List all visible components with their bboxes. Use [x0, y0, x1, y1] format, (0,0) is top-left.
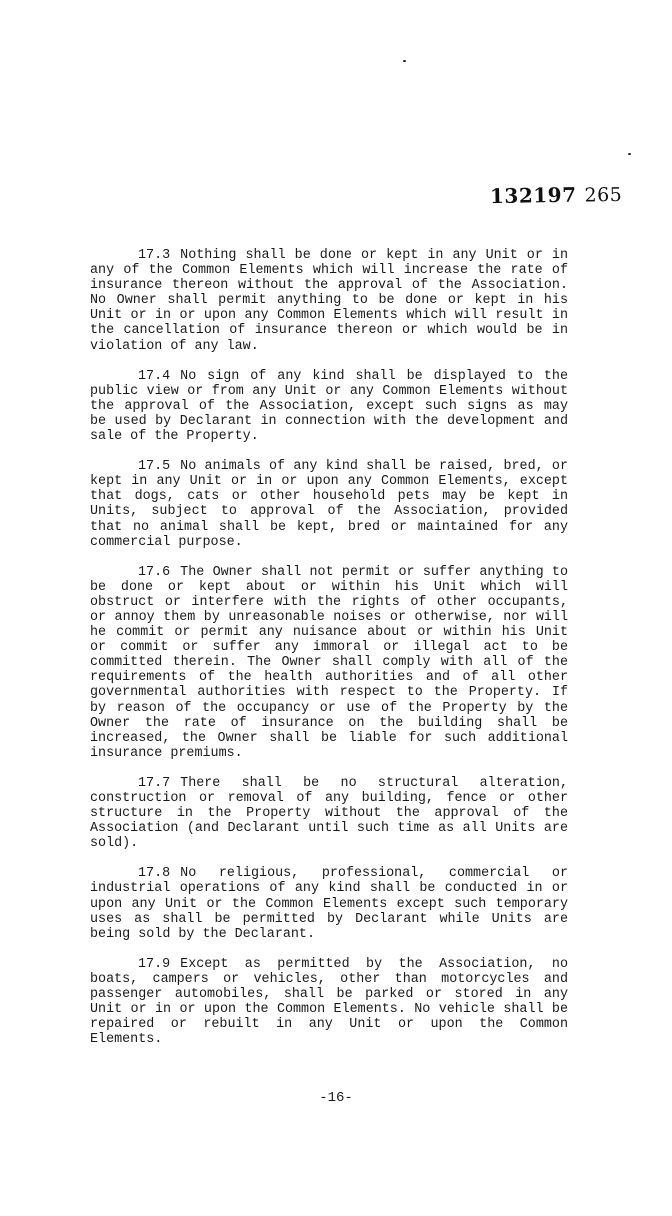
paragraph-number: 17.8	[138, 866, 171, 882]
paragraph-number: 17.5	[138, 459, 171, 475]
paragraph-text: Nothing shall be done or kept in any Unit or in any of the Common Elements which will increase the rate of insurance thereon without the approval of the Association. No Owner shall permit anything to be done or kept in his Unit or in or upon any Common Elements which will result in the cancellation of insurance thereon or which would be in violation of any law.	[90, 248, 568, 354]
paragraph-17-7	[90, 776, 568, 851]
scan-speck	[628, 153, 631, 155]
scan-speck	[403, 60, 406, 62]
paragraph-number: 17.3	[138, 248, 171, 263]
page-number: -16-	[319, 1090, 353, 1106]
paragraph-text: No animals of any kind shall be raised, bred, or kept in any Unit or in or upon any Common Elements, except that dogs, cats or other household pets may be kept in Units, subject to approval of the Association, provided that no animal shall be kept, bred or maintained for any commercial purpose.	[90, 459, 568, 550]
document-body	[90, 248, 568, 1062]
paragraph-17-5	[90, 459, 568, 550]
paragraph-text: Except as permitted by the Association, no boats, campers or vehicles, other than motorcycles and passenger automobiles, shall be parked or stored in any Unit or in or upon the Common Elements. No vehicle shall be repaired or rebuilt in any Unit or upon the Common Elements.	[90, 956, 568, 1048]
recording-book-number: 132197	[489, 182, 577, 209]
recording-page-number: 265	[584, 183, 623, 207]
paragraph-text: No religious, professional, commercial or industrial operations of any kind shall be conducted in or upon any Unit or the Common Elements except such temporary uses as shall be permitted by Declarant while Units are being sold by the Declarant.	[90, 866, 568, 942]
paragraph-number: 17.4	[138, 368, 171, 384]
paragraph-17-3	[90, 248, 568, 354]
paragraph-17-9	[90, 957, 568, 1048]
paragraph-17-8	[90, 866, 568, 941]
paragraph-text: The Owner shall not permit or suffer anything to be done or kept about or within his Unit which will obstruct or interfere with the rights of other occupants, or annoy them by unreasonable noises or otherwise, nor will he commit or permit any nuisance about or within his Unit or commit or suffer any immoral or illegal act to be committed therein. The Owner shall comply with all of the requirements of the health authorities and of all other governmental authorities with respect to the Property. If by reason of the occupancy or use of the Property by the Owner the rate of insurance on the building shall be increased, the Owner shall be liable for such additional insurance premiums.	[90, 564, 568, 761]
paragraph-text: There shall be no structural alteration, construction or removal of any building, fence or other structure in the Property without the approval of the Association (and Declarant until such time as all Units are sold).	[90, 775, 568, 852]
paragraph-number: 17.6	[138, 564, 171, 580]
paragraph-17-6	[90, 565, 568, 761]
paragraph-number: 17.7	[138, 775, 171, 791]
paragraph-17-4	[90, 369, 568, 444]
paragraph-text: No sign of any kind shall be displayed to the public view or from any Unit or any Common Elements without the approval of the Association, except such signs as may be used by Declarant in connection with the development and sale of the Property.	[90, 368, 568, 445]
paragraph-number: 17.9	[138, 956, 171, 972]
recording-stamp	[490, 182, 623, 208]
